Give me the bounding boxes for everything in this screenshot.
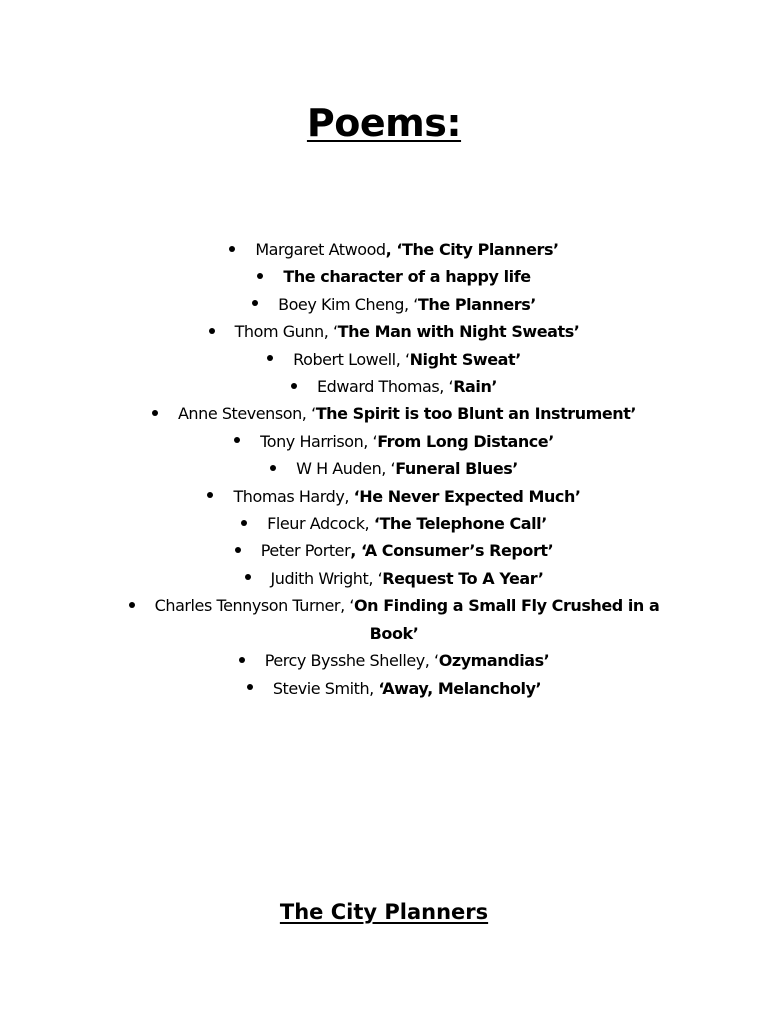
- poem-title: ‘The City Planners’: [396, 240, 559, 259]
- poem-title: The character of a happy life: [283, 267, 531, 287]
- poem-author: Thom Gunn: [234, 322, 324, 342]
- page-title: Poems:: [306, 101, 462, 145]
- poem-list-item: [120, 483, 668, 510]
- poem-author: Boey Kim Cheng: [278, 294, 404, 314]
- poem-separator: ,: [344, 486, 354, 506]
- poem-separator: ,: [364, 514, 374, 534]
- bullet-icon: [245, 574, 251, 580]
- bullet-icon: [270, 465, 276, 471]
- bullet-icon: [235, 547, 241, 553]
- poem-author: Fleur Adcock: [267, 514, 365, 534]
- poem-list-item: [120, 647, 668, 674]
- poem-list-item: [120, 592, 668, 647]
- poem-title: The Spirit is too Blunt an Instrument’: [315, 404, 637, 424]
- bullet-icon: [267, 355, 273, 361]
- poem-author: Percy Bysshe Shelley: [264, 651, 425, 671]
- poem-list-item: [120, 565, 668, 592]
- bullet-icon: [252, 300, 258, 306]
- poem-author: Judith Wright: [270, 568, 369, 588]
- poem-author: Stevie Smith: [272, 678, 370, 698]
- poem-separator: , ‘: [363, 431, 378, 451]
- poem-author: Charles Tennyson Turner: [154, 596, 341, 616]
- poem-author: Peter Porter: [260, 541, 351, 561]
- poem-title: Ozymandias’: [438, 651, 550, 671]
- poem-title: The Planners’: [417, 294, 536, 314]
- poem-title: From Long Distance’: [377, 431, 554, 451]
- poem-author: Tony Harrison: [260, 431, 364, 451]
- poem-list-item: [120, 537, 668, 564]
- poem-separator: ,: [350, 541, 361, 561]
- poem-separator: , ‘: [439, 377, 454, 397]
- poem-separator: , ‘: [395, 349, 410, 369]
- bullet-icon: [129, 602, 135, 608]
- poem-list-item: [120, 291, 668, 318]
- poem-list-item: [120, 675, 668, 702]
- bullet-icon: [239, 657, 245, 663]
- bullet-icon: [291, 383, 297, 389]
- poem-author: Anne Stevenson: [177, 404, 302, 424]
- poem-separator: , ‘: [301, 404, 316, 424]
- poem-title: ‘A Consumer’s Report’: [360, 541, 554, 561]
- poem-separator: , ‘: [323, 322, 338, 342]
- poem-title: Request To A Year’: [382, 568, 544, 588]
- bullet-icon: [234, 437, 240, 443]
- bullet-icon: [152, 410, 158, 416]
- section-title: The City Planners: [279, 900, 489, 924]
- poem-list-item: [120, 346, 668, 373]
- poem-separator: , ‘: [381, 459, 396, 479]
- poem-author: Margaret Atwood: [255, 240, 386, 259]
- poem-title: The Man with Night Sweats’: [337, 322, 580, 342]
- poem-author: Edward Thomas: [316, 377, 440, 397]
- poem-title: ‘He Never Expected Much’: [353, 486, 581, 506]
- poem-list-item: [120, 263, 668, 290]
- poem-list-item: [120, 373, 668, 400]
- poem-title: Night Sweat’: [409, 349, 521, 369]
- poem-author: W H Auden: [296, 459, 382, 479]
- poem-list: [120, 236, 668, 702]
- poem-author: Robert Lowell: [293, 349, 396, 369]
- poem-title: ‘Away, Melancholy’: [378, 678, 542, 698]
- poem-list-item: [120, 236, 668, 263]
- poem-separator: , ‘: [404, 294, 418, 314]
- bullet-icon: [241, 520, 247, 526]
- poem-separator: , ‘: [424, 651, 439, 671]
- bullet-icon: [247, 684, 253, 690]
- poem-separator: ,: [369, 678, 379, 698]
- poem-title: ‘The Telephone Call’: [373, 514, 547, 534]
- poem-list-item: [120, 400, 668, 427]
- bullet-icon: [209, 328, 215, 334]
- poem-author: Thomas Hardy: [233, 486, 345, 506]
- poem-title: Funeral Blues’: [395, 459, 518, 479]
- bullet-icon: [207, 492, 213, 498]
- poem-list-item: [120, 318, 668, 345]
- poem-list-item: [120, 428, 668, 455]
- poem-list-item: [120, 510, 668, 537]
- bullet-icon: [229, 246, 235, 252]
- poem-separator: , ‘: [368, 568, 383, 588]
- poem-list-item: [120, 455, 668, 482]
- poem-separator: , ‘: [340, 596, 354, 616]
- poem-separator: ,: [385, 240, 397, 259]
- poem-title: Rain’: [453, 377, 498, 397]
- bullet-icon: [257, 273, 263, 279]
- poem-title: On Finding a Small Fly Crushed in a Book’: [353, 596, 660, 643]
